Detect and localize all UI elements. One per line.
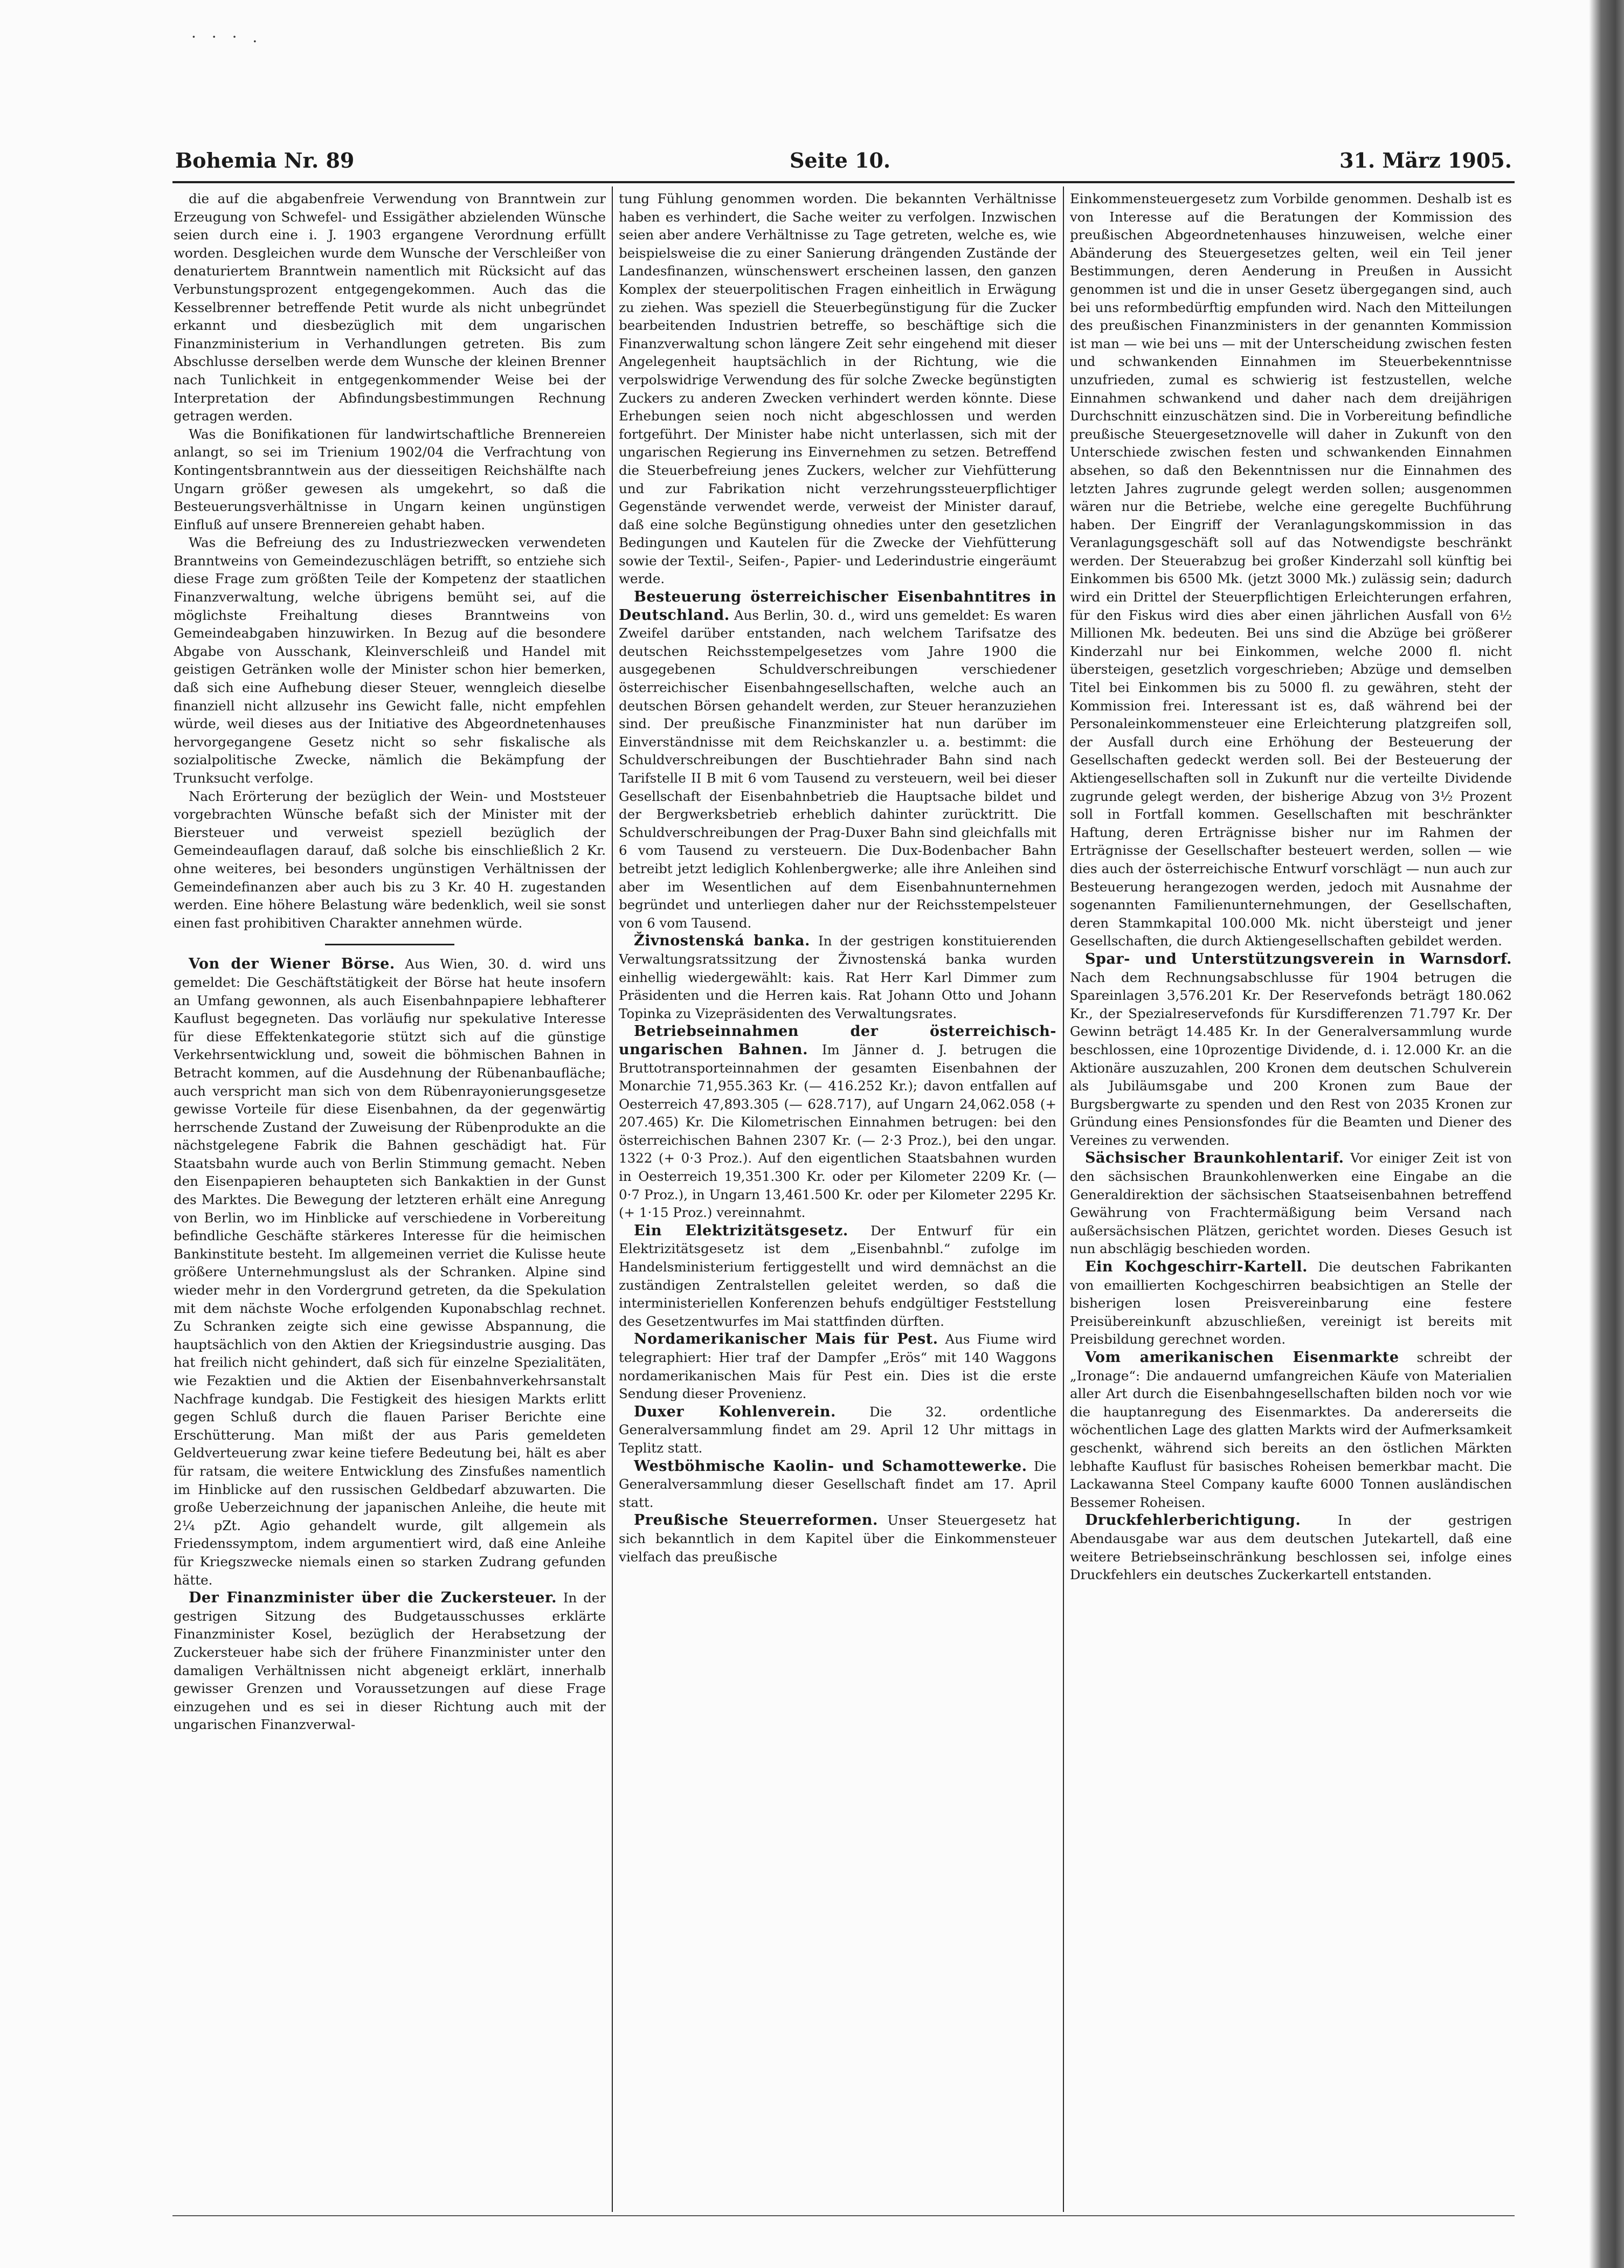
article-paragraph [619,588,1056,932]
article-headline: Vom amerikanischen Eisenmarkte [1085,1349,1399,1366]
article-paragraph [1070,1349,1512,1511]
article-paragraph [174,425,606,534]
article-headline: Duxer Kohlenverein. [634,1403,836,1420]
scan-specks: · · · . [191,28,263,46]
article-text: Einkommensteuergesetz zum Vorbilde genommen. Deshalb ist es von Interesse auf die Beratungen der Kommission des preußischen Abgeordnetenhauses hinzuweisen, welche einer Abänderung des Steuergesetzes gelten, weil ein Teil jener Bestimmungen, deren Aenderung in Preußen in Aussicht genommen ist und die in unser Gesetz übergegangen sind, auch bei uns reformbedürftig empfunden wird. Nach den Mitteilungen des preußischen Finanzministers in der genannten Kommission ist man — wie bei uns — mit der Unterscheidung zwischen festen und schwankenden Einnahmen im Steuerbekenntnisse unzufrieden, zumal es schwierig ist festzustellen, welche Einnahmen schwankend und daher nach dem dreijährigen Durchschnitt einzuschätzen sind. Die in Vorbereitung befindliche preußische Steuergesetznovelle will daher in Zukunft von den Unterschiede zwischen festen und schwankenden Einnahmen absehen, so daß den Bekenntnissen nur die Einnahmen des letzten Jahres zugrunde gelegt werden sollen; ausgenommen wären nur die Betriebe, welche eine geregelte Buchführung haben. Der Eingriff der Veranlagungskommission in das Veranlagungsgeschäft soll auf das Notwendigste beschränkt werden. Der Steuerabzug bei großer Kinderzahl soll künftig bei Einkommen bis 6500 Mk. (jetzt 3000 Mk.) zulässig sein; dadurch wird ein Drittel der Steuerpflichtigen Erleichterungen erfahren, für den Fiskus wird dies aber einen jährlichen Ausfall von 6½ Millionen Mk. bedeuten. Bei uns sind die Abzüge bei größerer Kinderzahl nur bei Einkommen, welche 2000 fl. nicht übersteigen, gesetzlich vorgeschrieben; Abzüge und demselben Titel bei Einkommen bis zu 5000 fl. zu gewähren, steht der Kommission frei. Interessant ist es, daß während bei der Personaleinkommensteuer eine Erleichterung platzgreifen soll, der Ausfall durch eine Erhöhung der Besteuerung der Gesellschaften gedeckt werden soll. Bei der Besteuerung der Aktiengesellschaften soll in Zukunft nur die verteilte Dividende zugrunde gelegt werden, der bisherige Abzug von 3½ Prozent soll in Fortfall kommen. Gesellschaften mit beschränkter Haftung, deren Erträgnisse bisher nur im Rahmen der Erträgnisse der Gesellschafter besteuert werden, sollen — wie dies auch der österreichische Entwurf vorschlägt — nun auch zur Besteuerung herangezogen werden, jedoch mit Ausnahme der sogenannten Familienunternehmungen, der Gesellschaften, deren Stammkapital 100.000 Mk. nicht übersteigt und jener Gesellschaften, die durch Aktiengesellschaften gebildet werden. [1070,191,1512,949]
header-publication: Bohemia Nr. 89 [175,148,355,172]
article-text: Was die Befreiung des zu Industriezwecken verwendeten Branntweins von Gemeindezuschlägen betrifft, so entziehe sich diese Frage zum größten Teile der Kompetenz der staatlichen Finanzverwaltung, welche übrigens bemüht sei, auf die möglichste Freihaltung dieses Branntweins von Gemeindeabgaben hinzuwirken. In Bezug auf die besondere Abgabe von Ausschank, Kleinverschleiß und Handel mit geistigen Getränken wolle der Minister schon hier bemerken, daß sich eine Aufhebung dieser Steuer, wenngleich dieselbe finanziell nicht allzusehr ins Gewicht falle, nicht empfehlen würde, weil dieses aus der Initiative des Abgeordnetenhauses hervorgegangene Gesetz nicht so sehr fiskalische als sozialpolitische Zwecke, nämlich die Bekämpfung der Trunksucht verfolge. [174,535,606,786]
article-paragraph [619,1403,1056,1457]
article-paragraph [1070,190,1512,950]
article-text: Aus Fiume wird telegraphiert: Hier traf der Dampfer „Erös“ mit 140 Waggons nordamerikanischen Mais für Pest ein. Dies ist die erste Sendung dieser Provenienz. [619,1331,1056,1402]
article-headline: Nordamerikanischer Mais für Pest. [634,1331,938,1348]
column-divider-1 [612,186,613,2212]
article-headline: Ein Elektrizitätsgesetz. [634,1222,848,1239]
article-text: Vor einiger Zeit ist von den sächsischen Braunkohlenwerken eine Eingabe an die Generaldirektion der sächsischen Staatseisenbahnen betreffend Gewährung von Frachtermäßigung beim Versand nach außersächsischen Plätzen, gerichtet worden. Dieses Gesuch ist nun abschlägig beschieden worden. [1070,1150,1512,1257]
article-paragraph [1070,1149,1512,1258]
article-headline: Živnostenská banka. [634,932,810,950]
article-text: In der gestrigen Sitzung des Budgetausschusses erklärte Finanzminister Kosel, bezüglich der Herabsetzung der Zuckersteuer habe sich der frühere Finanzminister unter den damaligen Verhältnissen nicht abgeneigt erklärt, innerhalb gewisser Grenzen und Voraussetzungen auf diese Frage einzugehen und es sei in dieser Richtung auch mit der ungarischen Finanzverwal- [174,1590,606,1733]
header-rule [172,181,1515,183]
article-text: Unser Steuergesetz hat sich bekanntlich in dem Kapitel über die Einkommensteuer vielfach das preußische [619,1512,1056,1565]
article-paragraph [174,1589,606,1734]
article-paragraph [619,1222,1056,1331]
article-divider [325,944,454,945]
text-column-1 [174,190,606,2211]
article-text: Aus Wien, 30. d. wird uns gemeldet: Die Geschäftstätigkeit der Börse hat heute insofern an Umfang gewonnen, als auch Eisenbahnpapiere lebhafterer Kauflust begegneten. Das vorläufig nur spekulative Interesse für diese Effektenkategorie stützt sich auf die günstige Verkehrsentwicklung und, soweit die böhmischen Bahnen in Betracht kommen, auf die Ausdehnung der Rübenanbaufläche; auch verspricht man sich von dem Rübenrayonierungsgesetze gewisse Vorteile für diese Eisenbahnen, da der gegenwärtig herrschende Zustand der Zuweisung der Rübenprodukte an die nächstgelegene Fabrik die Bahnen geschädigt hat. Für Staatsbahn wurde auch von Berlin Stimmung gemacht. Neben den Eisenpapieren behaupteten sich Bankaktien in der Gunst des Marktes. Die Bewegung der letzteren erhält eine Anregung von Berlin, wo im Hinblicke auf verschiedene in Vorbereitung befindliche Geschäfte stärkeres Interesse für die heimischen Bankinstitute besteht. Im allgemeinen verriet die Kulisse heute größere Unternehmungslust als der Schranken. Alpine sind wieder mehr in den Vordergrund getreten, da die Spekulation mit dem nächste Woche erfolgenden Kuponabschlag rechnet. Zu Schranken zeigte sich eine gewisse Abspannung, die hauptsächlich von den Aktien der Kriegsindustrie ausging. Das hat freilich nicht gehindert, daß sich für einzelne Spezialitäten, wie Fezaktien und die Aktien der Eisenbahnverkehrsanstalt Nachfrage kundgab. Die Festigkeit des hiesigen Markts erlitt gegen Schluß durch die flauen Pariser Berichte eine Erschütterung. Man mißt der aus Paris gemeldeten Geldverteuerung zwar keine tiefere Bedeutung bei, hält es aber für ratsam, die weitere Entwicklung des Zinsfußes namentlich im Hinblicke auf den russischen Geldbedarf abzuwarten. Die große Ueberzeichnung der japanischen Anleihe, die heute mit 2¼ pZt. Agio gehandelt wurde, gilt allgemein als Friedenssymptom, indem argumentiert wird, daß eine Anleihe für Kriegszwecke niemals einen so starken Zudrang gefunden hätte. [174,956,606,1588]
article-text: die auf die abgabenfreie Verwendung von Branntwein zur Erzeugung von Schwefel- und Essigäther abzielenden Wünsche seien durch eine i. J. 1903 ergangene Verordnung erfüllt worden. Desgleichen wurde dem Wunsche der Verschleißer von denaturiertem Branntwein namentlich mit Rücksicht auf das Verbunstungsprozent entgegengekommen. Auch das die Kesselbrenner betreffende Petit wurde als nicht unbegründet erkannt und diesbezüglich mit dem ungarischen Finanzministerium in Verhandlungen getreten. Bis zum Abschlusse derselben werde dem Wunsche der kleinen Brenner nach Tunlichkeit in entgegenkommender Weise bei der Interpretation der Abfindungsbestimmungen Rechnung getragen werden. [174,191,606,424]
text-column-2 [619,190,1056,2211]
article-paragraph [619,1022,1056,1222]
article-paragraph [619,1457,1056,1512]
article-headline: Besteuerung österreichischer Eisenbahntitres in Deutschland. [619,589,1056,624]
article-text: Nach dem Rechnungsabschlusse für 1904 betrugen die Spareinlagen 3,576.201 Kr. Der Reservefonds beträgt 180.062 Kr., der Spezialreservefonds für Kursdifferenzen 71.797 Kr. Der Gewinn beträgt 14.485 Kr. In der Generalversammlung wurde beschlossen, eine 10prozentige Dividende, d. i. 12.000 Kr. an die Aktionäre auszuzahlen, 200 Kronen dem deutschen Schulverein als Jubiläumsgabe und 200 Kronen zum Baue der Burgsbergwarte zu spenden und den Rest von 2035 Kronen zur Gründung eines Pensionsfondes für die Beamten und Diener des Vereines zu verwenden. [1070,969,1512,1148]
article-paragraph [1070,1511,1512,1584]
article-text: Die deutschen Fabrikanten von emaillierten Kochgeschirren beabsichtigen an Stelle der bisherigen losen Preisvereinbarung eine festere Preisübereinkunft abzuschließen, vereinigt ist bereits mit Preisbildung gerechnet worden. [1070,1259,1512,1347]
article-paragraph [174,955,606,1589]
article-headline: Spar- und Unterstützungsverein in Warnsdorf. [1085,950,1512,967]
header-page-number: Seite 10. [790,148,891,172]
article-paragraph [174,787,606,932]
article-text: Was die Bonifikationen für landwirtschaftliche Brennereien anlangt, so sei im Trienium 1902/04 die Verfrachtung von Kontingentsbranntwein aus der diesseitigen Reichshälfte nach Ungarn größer gewesen als umgekehrt, so daß die Besteuerungsverhältnisse in Ungarn keinen ungünstigen Einfluß auf unsere Brennereien gehabt haben. [174,426,606,533]
article-headline: Ein Kochgeschirr-Kartell. [1085,1259,1308,1276]
page-header [175,148,1512,181]
scan-edge-shadow [1589,0,1624,2268]
article-text: Der Entwurf für ein Elektrizitätsgesetz ist dem „Eisenbahnbl.“ zufolge im Handelsministerium fertiggestellt und wird demnächst an die zuständigen Zentralstellen geleitet werden, so daß die interministeriellen Konferenzen behufs endgültiger Feststellung des Gesetzentwurfes im Mai stattfinden dürften. [619,1222,1056,1329]
article-paragraph [1070,950,1512,1150]
article-text: In der gestrigen konstituierenden Verwaltungsratssitzung der Živnostenská banka wurden einhellig wiedergewählt: kais. Rat Herr Karl Dimmer zum Präsidenten und die Herren kais. Rat Johann Otto und Johann Topinka zu Vizepräsidenten des Verwaltungsrates. [619,933,1056,1021]
article-headline: Von der Wiener Börse. [189,956,395,973]
text-column-3 [1070,190,1512,2211]
footer-rule [172,2215,1515,2216]
article-paragraph [619,1511,1056,1566]
article-headline: Der Finanzminister über die Zuckersteuer. [189,1589,557,1607]
article-paragraph [619,190,1056,588]
article-text: Aus Berlin, 30. d., wird uns gemeldet: Es waren Zweifel darüber entstanden, nach welchem Tarifsatze des deutschen Reichsstempelgesetzes vom Jahre 1900 die ausgegebenen Schuldverschreibungen verschiedener österreichischer Eisenbahngesellschaften, welche auch an deutschen Börsen gehandelt werden, zur Steuer heranzuziehen sind. Der preußische Finanzminister hat nun darüber im Einverständnisse mit dem Reichskanzler u. a. bestimmt: die Schuldverschreibungen der Buschtiehrader Bahn sind nach Tarifstelle II B mit 6 vom Tausend zu versteuern, weil bei dieser Gesellschaft der Eisenbahnbetrieb die Hauptsache bildet und der Bergwerksbetrieb erheblich dahinter zurücktritt. Die Schuldverschreibungen der Prag-Duxer Bahn sind gleichfalls mit 6 vom Tausend zu versteuern. Die Dux-Bodenbacher Bahn betreibt jetzt lediglich Kohlenbergwerke; alle ihre Anleihen sind aber im Wesentlichen auf dem Eisenbahnunternehmen begründet und unterliegen daher nur der Reichsstempelsteuer von 6 vom Tausend. [619,607,1056,931]
article-text: Die 32. ordentliche Generalversammlung findet am 29. April 12 Uhr mittags in Teplitz statt. [619,1403,1056,1456]
article-headline: Sächsischer Braunkohlentarif. [1085,1150,1344,1167]
article-text: Im Jänner d. J. betrugen die Bruttotransporteinnahmen der gesamten Eisenbahnen der Monarchie 71,955.363 Kr. (— 416.252 Kr.); davon entfallen auf Oesterreich 47,893.305 (— 628.717), auf Ungarn 24,062.058 (+ 207.465) Kr. Die Kilometrischen Einnahmen betrugen: bei den österreichischen Bahnen 2307 Kr. (— 2·3 Proz.), bei den ungar. 1322 (+ 0·3 Proz.). Auf den eigentlichen Staatsbahnen wurden in Oesterreich 19,351.300 Kr. oder per Kilometer 2209 Kr. (— 0·7 Proz.), in Ungarn 13,461.500 Kr. oder per Kilometer 2295 Kr. (+ 1·15 Proz.) vereinnahmt. [619,1041,1056,1221]
article-headline: Westböhmische Kaolin- und Schamottewerke. [634,1457,1027,1475]
article-headline: Preußische Steuerreformen. [634,1512,878,1529]
article-text: schreibt der „Ironage“: Die andauernd umfangreichen Käufe von Materialien aller Art durch die Eisenbahngesellschaften bilden noch vor wie die hauptanregung des Eisenmarktes. Da andererseits die wöchentlichen Lage des glatten Markts wird der Aufmerksamkeit geschenkt, während sich bereits an den östlichen Märkten lebhafte Kauflust für basisches Roheisen bemerkbar macht. Die Lackawanna Steel Company kaufte 6000 Tonnen ausländischen Bessemer Roheisen. [1070,1350,1512,1510]
article-text: In der gestrigen Abendausgabe war aus dem deutschen Jutekartell, daß eine weitere Betriebseinschränkung beschlossen sei, infolge eines Druckfehlers ein deutsches Zuckerkartell entstanden. [1070,1512,1512,1583]
article-text: Nach Erörterung der bezüglich der Wein- und Moststeuer vorgebrachten Wünsche befaßt sich der Minister mit der Biersteuer und verweist speziell bezüglich der Gemeindeauflagen darauf, daß solche bis einschließlich 2 Kr. ohne weiteres, bei besonders ungünstigen Verhältnissen der Gemeindefinanzen aber auch bis zu 3 Kr. 40 H. zugestanden werden. Eine höhere Belastung wäre bedenklich, weil sie sonst einen fast prohibitiven Charakter annehmen würde. [174,788,606,931]
article-paragraph [619,932,1056,1022]
article-paragraph [174,534,606,787]
article-text: Die Generalversammlung dieser Gesellschaft findet am 17. April statt. [619,1458,1056,1510]
article-paragraph [619,1330,1056,1402]
article-headline: Druckfehlerberichtigung. [1085,1512,1301,1529]
article-paragraph [174,190,606,425]
article-text: tung Fühlung genommen worden. Die bekannten Verhältnisse haben es verhindert, die Sache weiter zu verfolgen. Inzwischen seien aber andere Verhältnisse zu Tage getreten, welche es, wie beispielsweise die zu einer Sanierung drängenden Zustände der Landesfinanzen, wünschenswert erscheinen lassen, den ganzen Komplex der steuerpolitischen Fragen einheitlich in Erwägung zu ziehen. Was speziell die Steuerbegünstigung für die Zucker bearbeitenden Industrien betreffe, so beschäftige sich die Finanzverwaltung schon längere Zeit sehr eingehend mit dieser Angelegenheit hauptsächlich in der Richtung, wie die verpolswidrige Verwendung des für solche Zwecke begünstigten Zuckers zu anderen Zwecken verhindert werden könnte. Diese Erhebungen seien noch nicht abgeschlossen und werden fortgeführt. Der Minister habe nicht unterlassen, sich mit der ungarischen Regierung ins Einvernehmen zu setzen. Betreffend die Steuerbefreiung jenes Zuckers, welcher zur Viehfütterung und zur Fabrikation nicht verzehrungssteuerpflichtiger Gegenstände verwendet werde, verweist der Minister darauf, daß eine solche Begünstigung ohnedies unter den gesetzlichen Bedingungen und Kautelen für die Zwecke der Viehfütterung sowie der Textil-, Seifen-, Papier- und Lederindustrie eingeräumt werde. [619,191,1056,587]
article-headline: Betriebseinnahmen der österreichisch-ungarischen Bahnen. [619,1023,1056,1058]
column-divider-2 [1063,186,1064,2212]
article-paragraph [1070,1258,1512,1349]
header-date: 31. März 1905. [1339,148,1512,172]
